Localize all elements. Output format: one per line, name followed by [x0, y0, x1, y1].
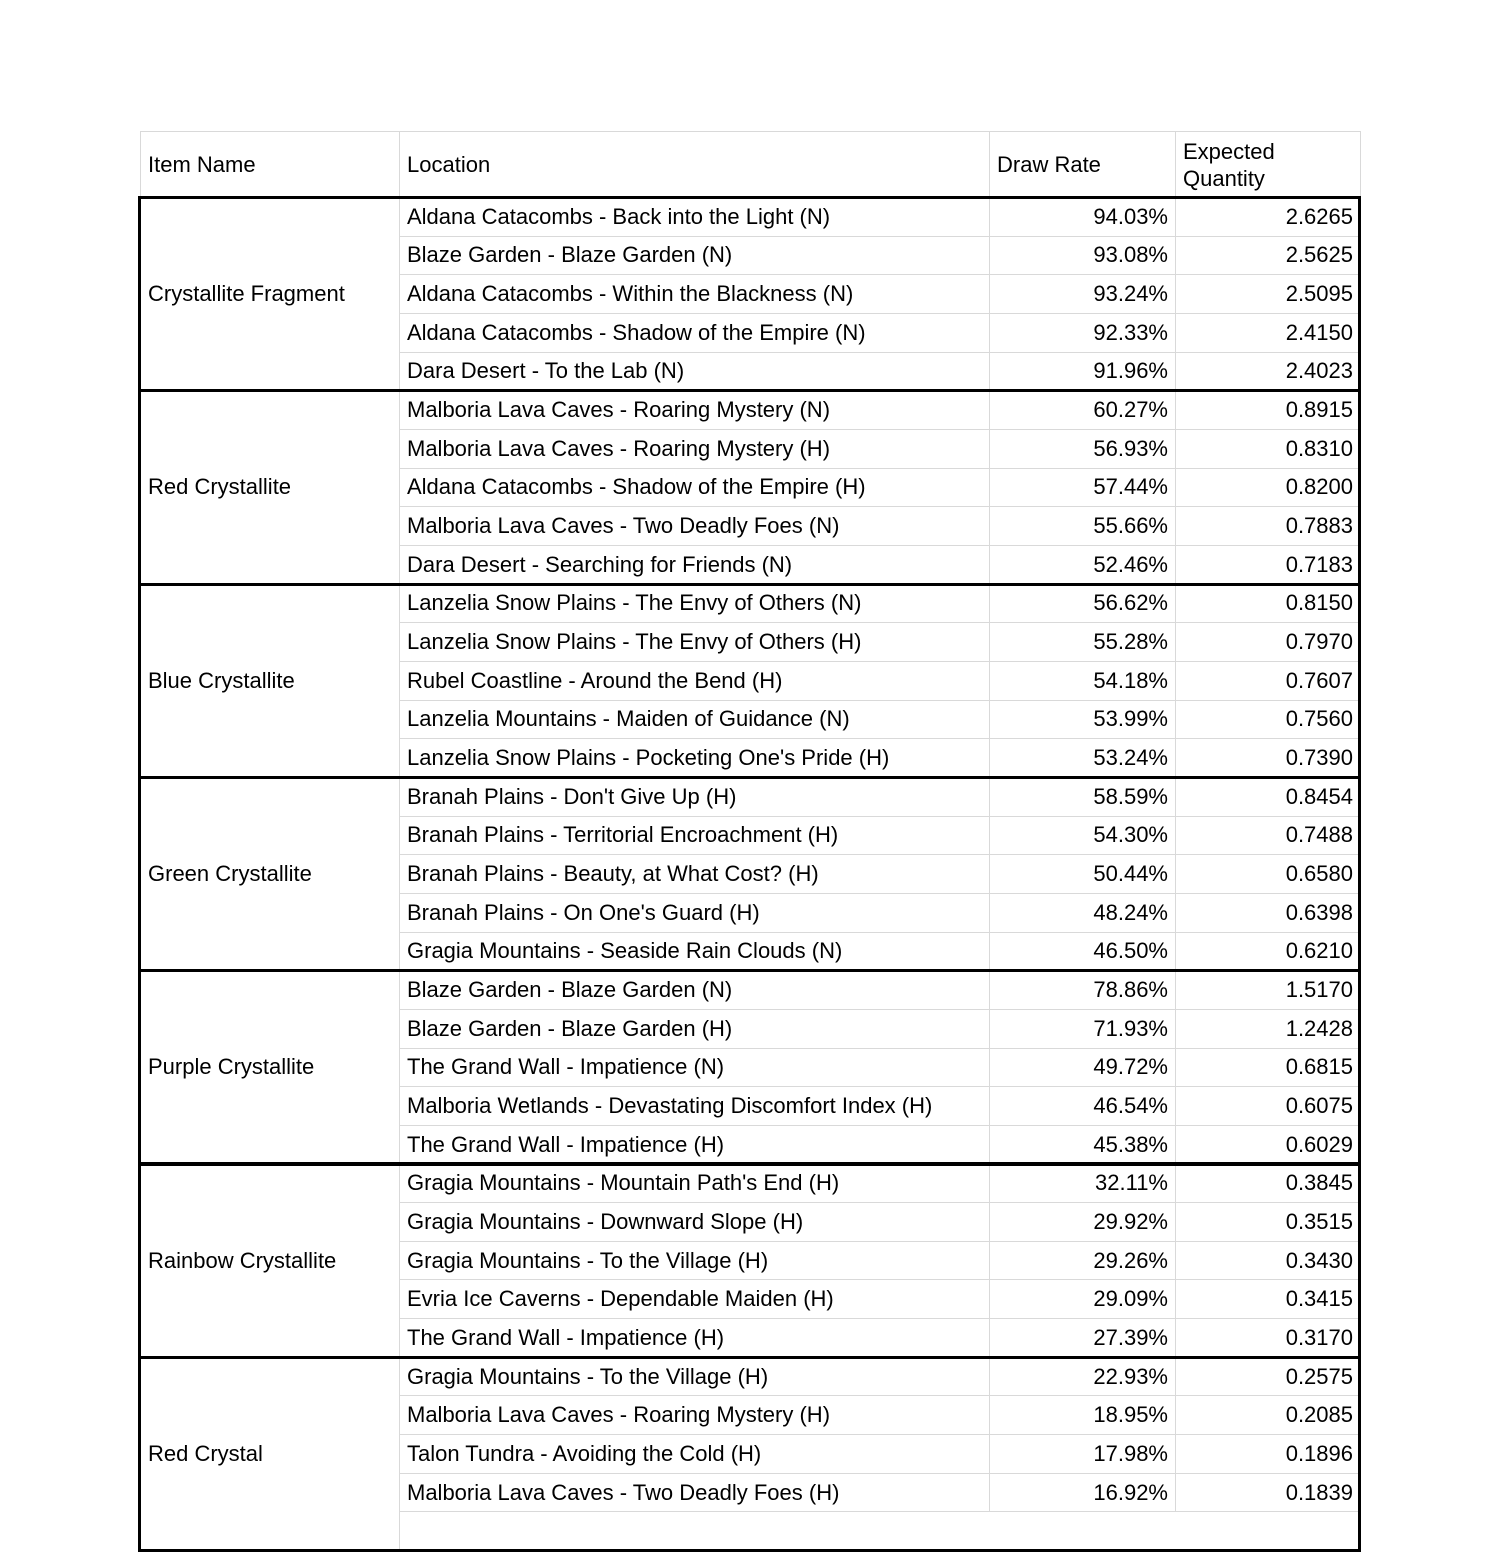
location-cell: Blaze Garden - Blaze Garden (N)	[399, 236, 990, 276]
location-cell: Malboria Lava Caves - Roaring Mystery (H)	[399, 429, 990, 469]
expected-quantity-cell: 0.7607	[1175, 661, 1361, 701]
expected-quantity-cell: 2.5095	[1175, 274, 1361, 314]
draw-rate-cell: 46.50%	[989, 932, 1176, 972]
location-cell: Branah Plains - Territorial Encroachment (H)	[399, 816, 990, 856]
expected-quantity-cell: 0.6210	[1175, 932, 1361, 972]
draw-rate-cell: 45.38%	[989, 1125, 1176, 1165]
location-cell: Lanzelia Snow Plains - Pocketing One's Pride (H)	[399, 738, 990, 778]
location-cell: Talon Tundra - Avoiding the Cold (H)	[399, 1434, 990, 1474]
draw-rate-cell: 27.39%	[989, 1318, 1176, 1358]
header-expected-quantity: Expected Quantity	[1175, 131, 1361, 198]
expected-quantity-cell: 0.7390	[1175, 738, 1361, 778]
draw-rate-cell: 29.26%	[989, 1241, 1176, 1281]
location-cell: Rubel Coastline - Around the Bend (H)	[399, 661, 990, 701]
draw-rate-cell: 57.44%	[989, 468, 1176, 508]
location-cell: The Grand Wall - Impatience (N)	[399, 1048, 990, 1088]
draw-rate-cell: 29.92%	[989, 1202, 1176, 1242]
draw-rate-cell: 91.96%	[989, 352, 1176, 392]
draw-rate-cell: 56.62%	[989, 584, 1176, 624]
expected-quantity-cell: 0.8200	[1175, 468, 1361, 508]
draw-rate-cell: 29.09%	[989, 1279, 1176, 1319]
expected-quantity-cell: 0.8454	[1175, 777, 1361, 817]
location-cell: Branah Plains - On One's Guard (H)	[399, 893, 990, 933]
draw-rate-cell: 46.54%	[989, 1086, 1176, 1126]
item-name-cell: Crystallite Fragment	[140, 197, 400, 391]
location-cell: Lanzelia Mountains - Maiden of Guidance (N)	[399, 700, 990, 740]
draw-rate-cell: 92.33%	[989, 313, 1176, 353]
expected-quantity-cell: 0.1896	[1175, 1434, 1361, 1474]
draw-rate-cell: 32.11%	[989, 1164, 1176, 1204]
location-cell: Aldana Catacombs - Shadow of the Empire (H)	[399, 468, 990, 508]
header-draw-rate: Draw Rate	[989, 131, 1176, 198]
draw-rate-cell: 54.18%	[989, 661, 1176, 701]
draw-rate-cell: 54.30%	[989, 816, 1176, 856]
draw-rate-cell: 71.93%	[989, 1009, 1176, 1049]
expected-quantity-cell: 0.2575	[1175, 1357, 1361, 1397]
item-name-cell: Blue Crystallite	[140, 584, 400, 778]
location-cell: The Grand Wall - Impatience (H)	[399, 1318, 990, 1358]
location-cell: Malboria Lava Caves - Roaring Mystery (N)	[399, 390, 990, 430]
draw-rate-cell: 58.59%	[989, 777, 1176, 817]
expected-quantity-cell: 0.6075	[1175, 1086, 1361, 1126]
draw-rate-cell: 50.44%	[989, 854, 1176, 894]
header-item-name: Item Name	[140, 131, 400, 198]
expected-quantity-cell: 0.8915	[1175, 390, 1361, 430]
expected-quantity-cell: 0.7488	[1175, 816, 1361, 856]
expected-quantity-cell: 0.7560	[1175, 700, 1361, 740]
expected-quantity-cell: 0.7183	[1175, 545, 1361, 585]
expected-quantity-cell: 0.1839	[1175, 1473, 1361, 1513]
expected-quantity-cell: 0.8310	[1175, 429, 1361, 469]
location-cell: Dara Desert - To the Lab (N)	[399, 352, 990, 392]
location-cell: Evria Ice Caverns - Dependable Maiden (H)	[399, 1279, 990, 1319]
expected-quantity-cell: 0.6398	[1175, 893, 1361, 933]
expected-quantity-cell: 0.7883	[1175, 506, 1361, 546]
expected-quantity-cell: 0.7970	[1175, 622, 1361, 662]
draw-rate-cell: 56.93%	[989, 429, 1176, 469]
draw-rate-cell: 18.95%	[989, 1395, 1176, 1435]
location-cell: Aldana Catacombs - Within the Blackness (N)	[399, 274, 990, 314]
location-cell: Gragia Mountains - Downward Slope (H)	[399, 1202, 990, 1242]
draw-rate-cell: 78.86%	[989, 970, 1176, 1010]
draw-rate-cell: 17.98%	[989, 1434, 1176, 1474]
expected-quantity-cell: 0.3845	[1175, 1164, 1361, 1204]
draw-rate-cell: 49.72%	[989, 1048, 1176, 1088]
location-cell: Malboria Lava Caves - Two Deadly Foes (N)	[399, 506, 990, 546]
location-cell: Malboria Lava Caves - Roaring Mystery (H)	[399, 1395, 990, 1435]
expected-quantity-cell: 2.4150	[1175, 313, 1361, 353]
expected-quantity-cell: 0.6580	[1175, 854, 1361, 894]
location-cell: Malboria Lava Caves - Two Deadly Foes (H)	[399, 1473, 990, 1513]
expected-quantity-cell: 0.2085	[1175, 1395, 1361, 1435]
expected-quantity-cell: 2.6265	[1175, 197, 1361, 237]
location-cell: Branah Plains - Don't Give Up (H)	[399, 777, 990, 817]
header-location: Location	[399, 131, 990, 198]
draw-rate-cell: 53.24%	[989, 738, 1176, 778]
draw-rate-cell: 60.27%	[989, 390, 1176, 430]
location-cell: Malboria Wetlands - Devastating Discomfort Index (H)	[399, 1086, 990, 1126]
draw-rate-cell: 55.28%	[989, 622, 1176, 662]
expected-quantity-cell: 0.3170	[1175, 1318, 1361, 1358]
expected-quantity-cell: 0.8150	[1175, 584, 1361, 624]
expected-quantity-cell: 2.5625	[1175, 236, 1361, 276]
location-cell: Dara Desert - Searching for Friends (N)	[399, 545, 990, 585]
draw-rate-cell: 93.24%	[989, 274, 1176, 314]
location-cell: Aldana Catacombs - Shadow of the Empire (N)	[399, 313, 990, 353]
draw-rate-cell: 16.92%	[989, 1473, 1176, 1513]
draw-rate-cell: 93.08%	[989, 236, 1176, 276]
location-cell: Gragia Mountains - To the Village (H)	[399, 1357, 990, 1397]
expected-quantity-cell: 0.3430	[1175, 1241, 1361, 1281]
expected-quantity-cell: 1.2428	[1175, 1009, 1361, 1049]
location-cell: Blaze Garden - Blaze Garden (N)	[399, 970, 990, 1010]
draw-rate-cell: 94.03%	[989, 197, 1176, 237]
location-cell: Gragia Mountains - Mountain Path's End (H)	[399, 1164, 990, 1204]
draw-rate-cell: 48.24%	[989, 893, 1176, 933]
location-cell: Lanzelia Snow Plains - The Envy of Others (H)	[399, 622, 990, 662]
item-name-cell: Rainbow Crystallite	[140, 1164, 400, 1358]
expected-quantity-cell: 1.5170	[1175, 970, 1361, 1010]
expected-quantity-cell: 0.3415	[1175, 1279, 1361, 1319]
expected-quantity-cell: 0.6815	[1175, 1048, 1361, 1088]
draw-rate-cell: 55.66%	[989, 506, 1176, 546]
expected-quantity-cell: 2.4023	[1175, 352, 1361, 392]
draw-rate-cell: 22.93%	[989, 1357, 1176, 1397]
draw-rate-cell: 52.46%	[989, 545, 1176, 585]
location-cell: Blaze Garden - Blaze Garden (H)	[399, 1009, 990, 1049]
draw-rate-cell: 53.99%	[989, 700, 1176, 740]
item-name-cell: Red Crystallite	[140, 390, 400, 584]
location-cell: The Grand Wall - Impatience (H)	[399, 1125, 990, 1165]
expected-quantity-cell: 0.6029	[1175, 1125, 1361, 1165]
item-name-cell: Red Crystal	[140, 1357, 400, 1551]
item-name-cell: Green Crystallite	[140, 777, 400, 971]
location-cell: Lanzelia Snow Plains - The Envy of Others (N)	[399, 584, 990, 624]
location-cell: Branah Plains - Beauty, at What Cost? (H)	[399, 854, 990, 894]
expected-quantity-cell: 0.3515	[1175, 1202, 1361, 1242]
location-cell: Aldana Catacombs - Back into the Light (N)	[399, 197, 990, 237]
location-cell: Gragia Mountains - To the Village (H)	[399, 1241, 990, 1281]
item-name-cell: Purple Crystallite	[140, 970, 400, 1164]
location-cell: Gragia Mountains - Seaside Rain Clouds (N)	[399, 932, 990, 972]
